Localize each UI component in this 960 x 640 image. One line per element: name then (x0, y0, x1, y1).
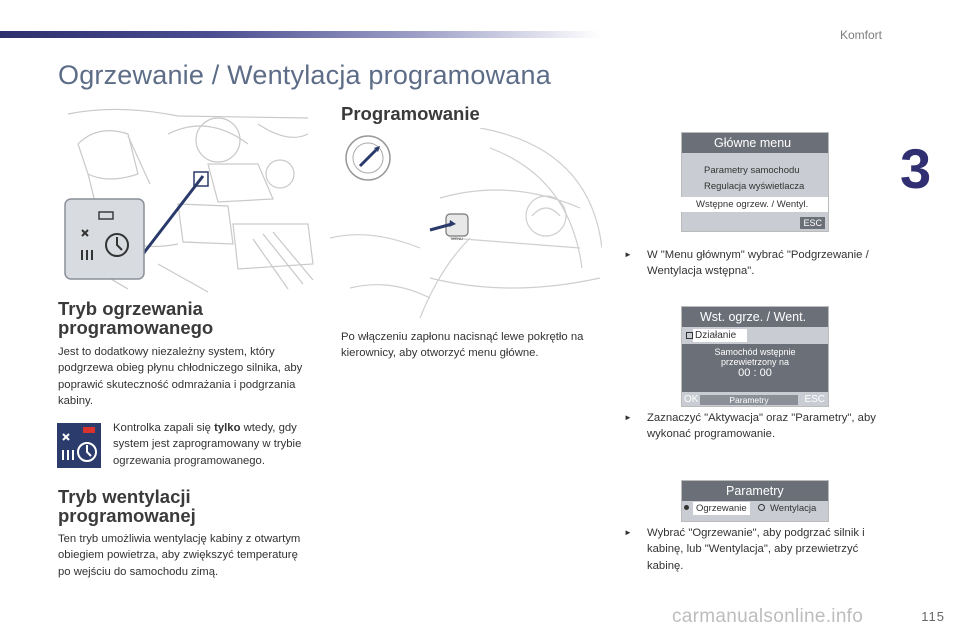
heating-option[interactable]: Ogrzewanie (693, 502, 750, 515)
bullet-marker-icon: ► (624, 528, 632, 537)
parameters-screen (681, 480, 829, 522)
section-label: Komfort (839, 28, 882, 42)
indicator-note-post: wtedy, gdy system jest zaprogramowany w trybie ogrzewania programowanego. (113, 422, 302, 467)
preheating-header: Wst. ogrze. / Went. (682, 307, 828, 327)
step-3-text: Wybrać "Ogrzewanie", aby podgrzać silnik i kabinę, lub "Wentylacja", aby przewietrzyć kabinę. (647, 527, 865, 572)
activation-option[interactable]: Działanie (693, 329, 747, 342)
ventilation-description: Ten tryb umożliwia wentylację kabiny z otwartym obiegiem powietrza, aby zwiększyć temperaturę po wejściu do samochodu zimą. (58, 533, 301, 578)
step-2 (624, 410, 897, 443)
esc-label-2[interactable]: ESC (804, 394, 825, 405)
heating-description: Jest to dodatkowy niezależny system, który podgrzewa obieg płynu chłodniczego silnika, aby poprawić skuteczność odmrażania i podgrzania kabiny. (58, 346, 303, 408)
bullet-marker-icon: ► (624, 250, 632, 259)
step-3 (624, 525, 895, 574)
radio-selected-icon[interactable] (684, 505, 689, 510)
page-title: Ogrzewanie / Wentylacja programowana (58, 60, 551, 90)
menu-item-preheating-selected[interactable]: Wstępne ogrzew. / Wentyl. (680, 197, 828, 212)
radio-unselected-icon[interactable] (758, 504, 765, 511)
time-line-1: Samochód wstępnie (714, 347, 796, 357)
main-menu-screen (681, 132, 829, 232)
time-line-2: przewietrzony na (720, 357, 790, 367)
step-2-text: Zaznaczyć "Aktywacja" oraz "Parametry", aby wykonać programowanie. (647, 412, 876, 441)
heading-heating-mode (58, 299, 318, 337)
dashboard-illustration (58, 104, 320, 294)
heading-programming-text: Programowanie (341, 103, 480, 124)
programmed-heating-indicator-icon (57, 423, 101, 468)
step-1 (624, 247, 897, 280)
bullet-marker-icon: ► (624, 413, 632, 422)
preheating-screen (681, 306, 829, 407)
esc-label[interactable]: ESC (800, 217, 825, 229)
ventilation-option[interactable]: Wentylacja (770, 503, 817, 514)
heading-programming (341, 104, 480, 123)
indicator-note-pre: Kontrolka zapali się (113, 422, 215, 434)
watermark: carmanualsonline.info (672, 606, 864, 627)
indicator-note (113, 420, 323, 469)
menu-item-vehicle-params[interactable]: Parametry samochodu (704, 165, 800, 176)
time-panel (682, 344, 828, 392)
menu-button-label: MENU (451, 236, 463, 241)
step-1-text: W "Menu głównym" wybrać "Podgrzewanie / Wentylacja wstępna". (647, 249, 869, 278)
chapter-number: 3 (900, 137, 932, 200)
steering-wheel-drawing (330, 128, 602, 318)
parameters-header: Parametry (682, 481, 828, 501)
page-number: 115 (921, 609, 945, 624)
header-gradient-bar (0, 31, 600, 38)
main-menu-header: Główne menu (682, 133, 828, 153)
dashboard-drawing (58, 104, 320, 294)
heading-ventilation-mode-text: Tryb wentylacji programowanej (58, 486, 196, 526)
programming-instruction: Po włączeniu zapłonu nacisnąć lewe pokrętło na kierownicy, aby otworzyć menu główne. (341, 331, 584, 360)
checkbox-icon[interactable] (686, 332, 693, 339)
ok-label[interactable]: OK (684, 394, 699, 405)
heading-heating-mode-text: Tryb ogrzewania programowanego (58, 298, 214, 338)
parameters-option[interactable]: Parametry (700, 395, 798, 405)
steering-wheel-illustration (330, 128, 602, 318)
indicator-svg (57, 423, 101, 468)
time-value[interactable]: 00 : 00 (738, 367, 772, 379)
indicator-note-bold: tylko (214, 422, 241, 434)
menu-item-display-settings[interactable]: Regulacja wyświetlacza (704, 181, 805, 192)
heading-ventilation-mode (58, 487, 318, 525)
